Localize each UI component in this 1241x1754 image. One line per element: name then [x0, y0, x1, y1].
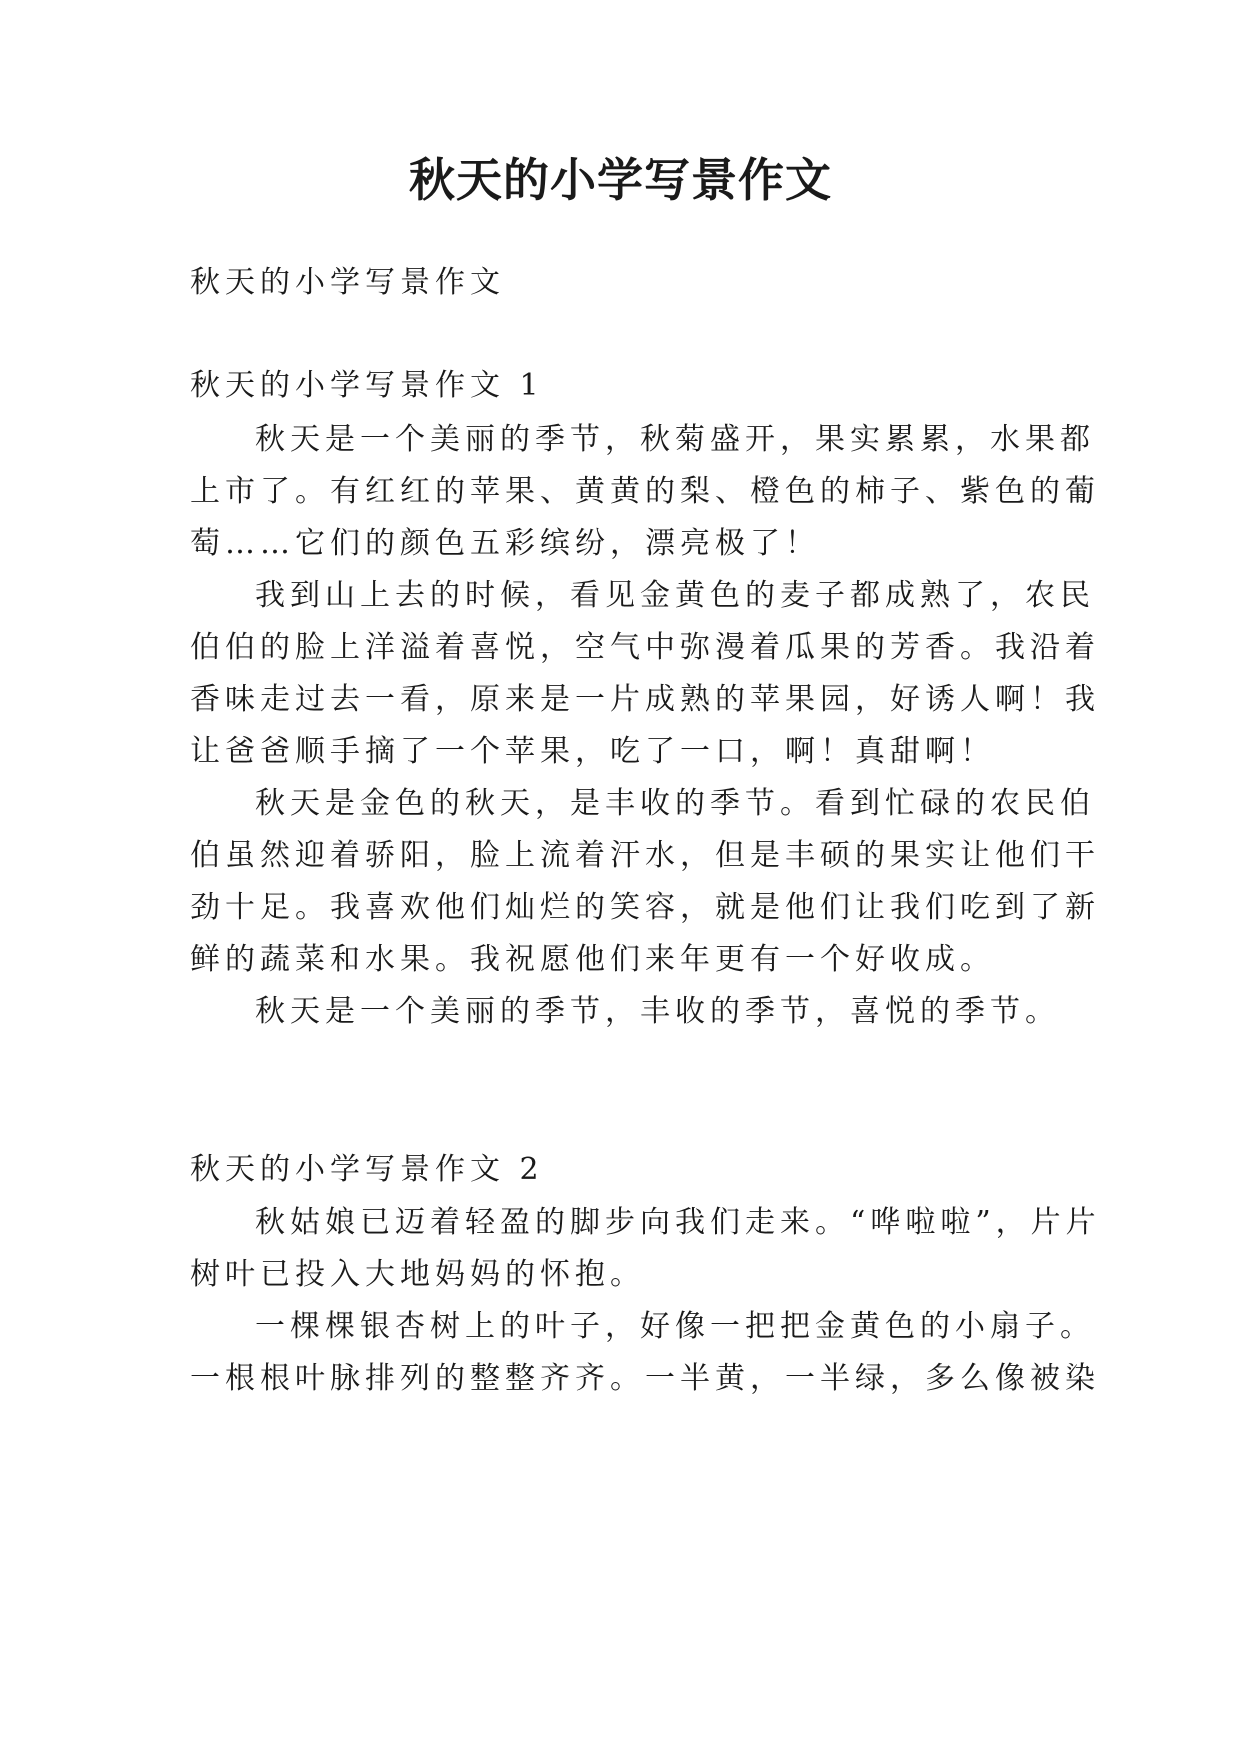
document-subtitle: 秋天的小学写景作文 — [190, 265, 505, 300]
section-1-line: 鲜的蔬菜和水果。我祝愿他们来年更有一个好收成。 — [190, 942, 995, 977]
section-1-line: 我到山上去的时候，看见金黄色的麦子都成熟了，农民 — [255, 578, 1095, 613]
section-2-line: 秋姑娘已迈着轻盈的脚步向我们走来。“哗啦啦”，片片 — [255, 1205, 1101, 1240]
section-1-line: 伯伯的脸上洋溢着喜悦，空气中弥漫着瓜果的芳香。我沿着 — [190, 630, 1100, 665]
section-1-line: 让爸爸顺手摘了一个苹果，吃了一口，啊！真甜啊！ — [190, 734, 995, 769]
section-1-line: 萄……它们的颜色五彩缤纷，漂亮极了！ — [190, 526, 820, 561]
section-1-line: 香味走过去一看，原来是一片成熟的苹果园，好诱人啊！我 — [190, 682, 1100, 717]
section-2-line: 一棵棵银杏树上的叶子，好像一把把金黄色的小扇子。 — [255, 1309, 1095, 1344]
section-1-line: 秋天是一个美丽的季节，秋菊盛开，果实累累，水果都 — [255, 422, 1095, 457]
section-2-heading: 秋天的小学写景作文 2 — [190, 1152, 544, 1187]
section-2-line: 树叶已投入大地妈妈的怀抱。 — [190, 1257, 645, 1292]
section-1-heading: 秋天的小学写景作文 1 — [190, 368, 544, 403]
document-title: 秋天的小学写景作文 — [409, 153, 832, 207]
section-2-line: 一根根叶脉排列的整整齐齐。一半黄，一半绿，多么像被染 — [190, 1361, 1100, 1396]
section-1-line: 秋天是一个美丽的季节，丰收的季节，喜悦的季节。 — [255, 994, 1060, 1029]
section-1-line: 劲十足。我喜欢他们灿烂的笑容，就是他们让我们吃到了新 — [190, 890, 1100, 925]
section-1-line: 上市了。有红红的苹果、黄黄的梨、橙色的柿子、紫色的葡 — [190, 474, 1100, 509]
section-1-line: 秋天是金色的秋天，是丰收的季节。看到忙碌的农民伯 — [255, 786, 1095, 821]
section-1-line: 伯虽然迎着骄阳，脸上流着汗水，但是丰硕的果实让他们干 — [190, 838, 1100, 873]
